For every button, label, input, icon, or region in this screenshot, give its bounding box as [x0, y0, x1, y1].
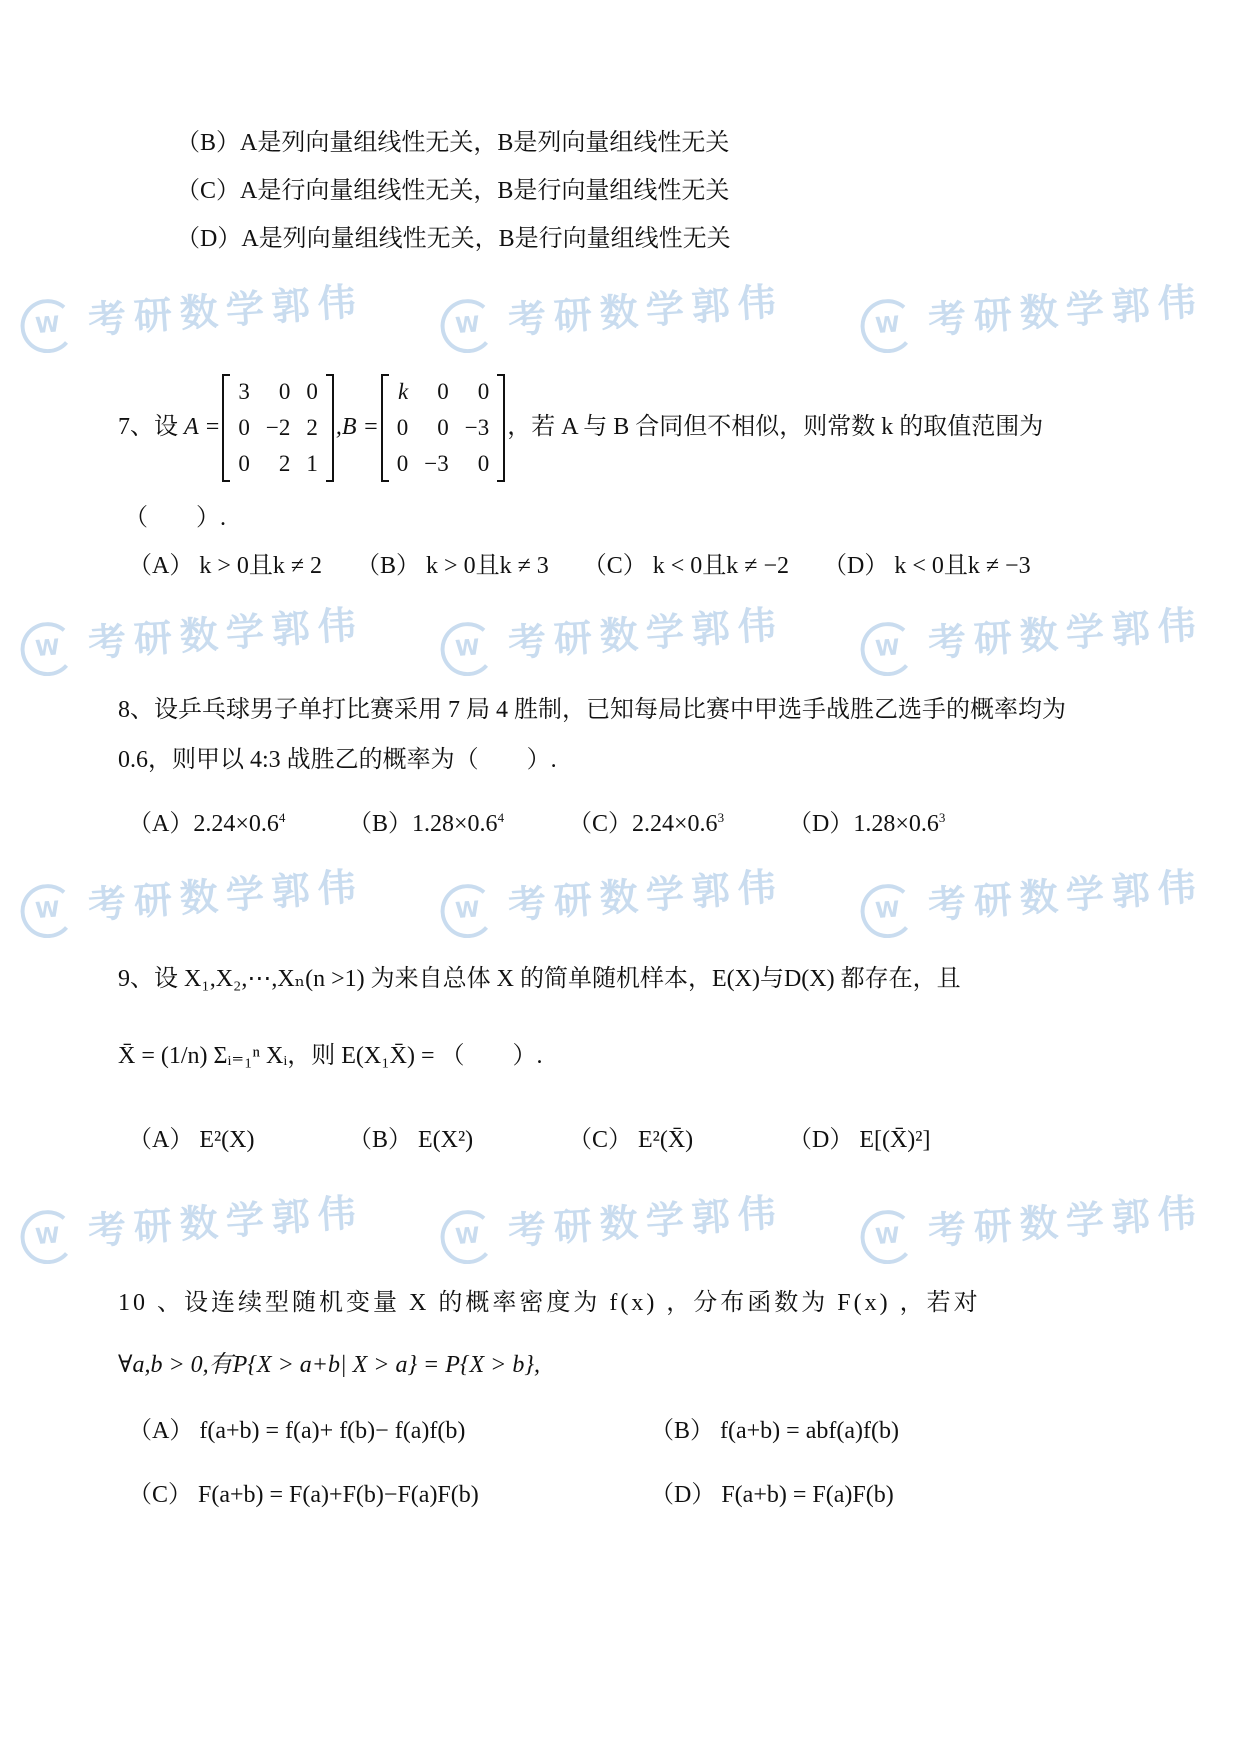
- watermark: [18, 858, 365, 938]
- q10-option-b: （B） f(a+b) = abf(a)f(b): [650, 1418, 899, 1444]
- matrix-a: 3 0 0 0 −2 2 0 2 1: [222, 374, 333, 482]
- watermark: [438, 596, 785, 676]
- q10-stem-line1: 10 、设连续型随机变量 X 的概率密度为 f(x) ，分布函数为 F(x) ，若对: [118, 1290, 981, 1316]
- watermark: [438, 858, 785, 938]
- watermark-text: 考研数学郭伟: [86, 602, 366, 666]
- q9-options: [128, 1124, 965, 1156]
- watermark-text: 考研数学郭伟: [506, 864, 786, 928]
- watermark: [18, 273, 365, 353]
- q9-stem-line1: 9、设 X₁,X₂,⋯,Xₙ(n >1) 为来自总体 X 的简单随机样本，E(X)与D(X) 都存在，且: [118, 966, 961, 992]
- watermark: [858, 858, 1205, 938]
- option-label: （D）: [176, 226, 242, 252]
- watermark-text: 考研数学郭伟: [926, 602, 1206, 666]
- watermark: [858, 273, 1205, 353]
- watermark-logo-icon: W: [19, 1208, 77, 1266]
- option-b: （B） E(X²): [348, 1127, 474, 1153]
- watermark-text: 考研数学郭伟: [86, 279, 366, 343]
- q10-option-d: （D） F(a+b) = F(a)F(b): [650, 1482, 894, 1508]
- matrix-b-label: ,B =: [335, 414, 379, 440]
- watermark-logo-icon: W: [859, 882, 917, 940]
- option-d: $(D)1.28\times 0.6^3$: [788, 810, 946, 837]
- watermark: [858, 1184, 1205, 1264]
- watermark-text: 考研数学郭伟: [86, 1190, 366, 1254]
- option-text: A是行向量组线性无关，B是行向量组线性无关: [240, 178, 730, 204]
- watermark-text: 考研数学郭伟: [506, 1190, 786, 1254]
- q8-options: [128, 802, 979, 840]
- option-text: A是列向量组线性无关，B是行向量组线性无关: [241, 226, 731, 252]
- q9-stem-line2: X̄ = (1/n) Σᵢ₌₁ⁿ Xᵢ，则 E(X₁X̄) = （ ）.: [118, 1043, 543, 1069]
- q6-option-d: [176, 223, 731, 255]
- q7-stem: [118, 372, 1043, 482]
- q6-option-b: [176, 127, 729, 159]
- option-d: （D） k < 0且k ≠ −3: [823, 553, 1031, 579]
- question-number: 7、设: [118, 414, 178, 440]
- watermark-logo-icon: W: [439, 620, 497, 678]
- answer-blank: （ ）.: [124, 505, 226, 531]
- option-c: （C） k < 0且k ≠ −2: [582, 553, 790, 579]
- watermark-text: 考研数学郭伟: [926, 279, 1206, 343]
- option-a: （A） k > 0且k ≠ 2: [128, 553, 323, 579]
- option-text: A是列向量组线性无关，B是列向量组线性无关: [240, 130, 730, 156]
- q10-option-c: （C） F(a+b) = F(a)+F(b)−F(a)F(b): [128, 1482, 479, 1508]
- q6-option-c: [176, 175, 729, 207]
- watermark: [858, 596, 1205, 676]
- watermark-logo-icon: W: [859, 297, 917, 355]
- q8-stem-line2: 0.6，则甲以 4:3 战胜乙的概率为（ ）.: [118, 747, 557, 773]
- watermark-text: 考研数学郭伟: [506, 602, 786, 666]
- option-label: （C）: [176, 178, 241, 204]
- question-text: ，若 A 与 B 合同但不相似，则常数 k 的取值范围为: [507, 414, 1044, 440]
- option-c: $(C)2.24\times 0.6^3$: [568, 810, 725, 837]
- option-d: （D） E[(X̄)²]: [788, 1127, 931, 1153]
- watermark: [18, 596, 365, 676]
- watermark-logo-icon: W: [19, 297, 77, 355]
- watermark-text: 考研数学郭伟: [86, 864, 366, 928]
- watermark: [438, 1184, 785, 1264]
- option-b: （B） k > 0且k ≠ 3: [356, 553, 549, 579]
- watermark-logo-icon: W: [859, 620, 917, 678]
- watermark-logo-icon: W: [859, 1208, 917, 1266]
- watermark: [18, 1184, 365, 1264]
- watermark-logo-icon: W: [19, 882, 77, 940]
- option-a: $(A)2.24\times 0.6^4$: [128, 810, 286, 837]
- watermark-logo-icon: W: [439, 1208, 497, 1266]
- q8-stem-line1: 8、设乒乓球男子单打比赛采用 7 局 4 胜制，已知每局比赛中甲选手战胜乙选手的概率均为: [118, 697, 1066, 723]
- watermark-text: 考研数学郭伟: [506, 279, 786, 343]
- matrix-b: k 0 0 0 0 −3 0 −3 0: [381, 374, 505, 482]
- option-label: （B）: [176, 130, 241, 156]
- q10-stem-line2: ∀a,b > 0,有P{X > a+b| X > a} = P{X > b},: [118, 1352, 540, 1378]
- option-c: （C） E²(X̄): [568, 1127, 694, 1153]
- watermark-logo-icon: W: [439, 297, 497, 355]
- q10-option-a: （A） f(a+b) = f(a)+ f(b)− f(a)f(b): [128, 1418, 466, 1444]
- watermark-text: 考研数学郭伟: [926, 864, 1206, 928]
- option-b: $(B)1.28\times 0.6^4$: [348, 810, 505, 837]
- watermark: [438, 273, 785, 353]
- q7-options: [128, 550, 1065, 582]
- option-a: （A） E²(X): [128, 1127, 255, 1153]
- watermark-text: 考研数学郭伟: [926, 1190, 1206, 1254]
- watermark-logo-icon: W: [19, 620, 77, 678]
- watermark-logo-icon: W: [439, 882, 497, 940]
- matrix-a-label: A =: [184, 414, 221, 440]
